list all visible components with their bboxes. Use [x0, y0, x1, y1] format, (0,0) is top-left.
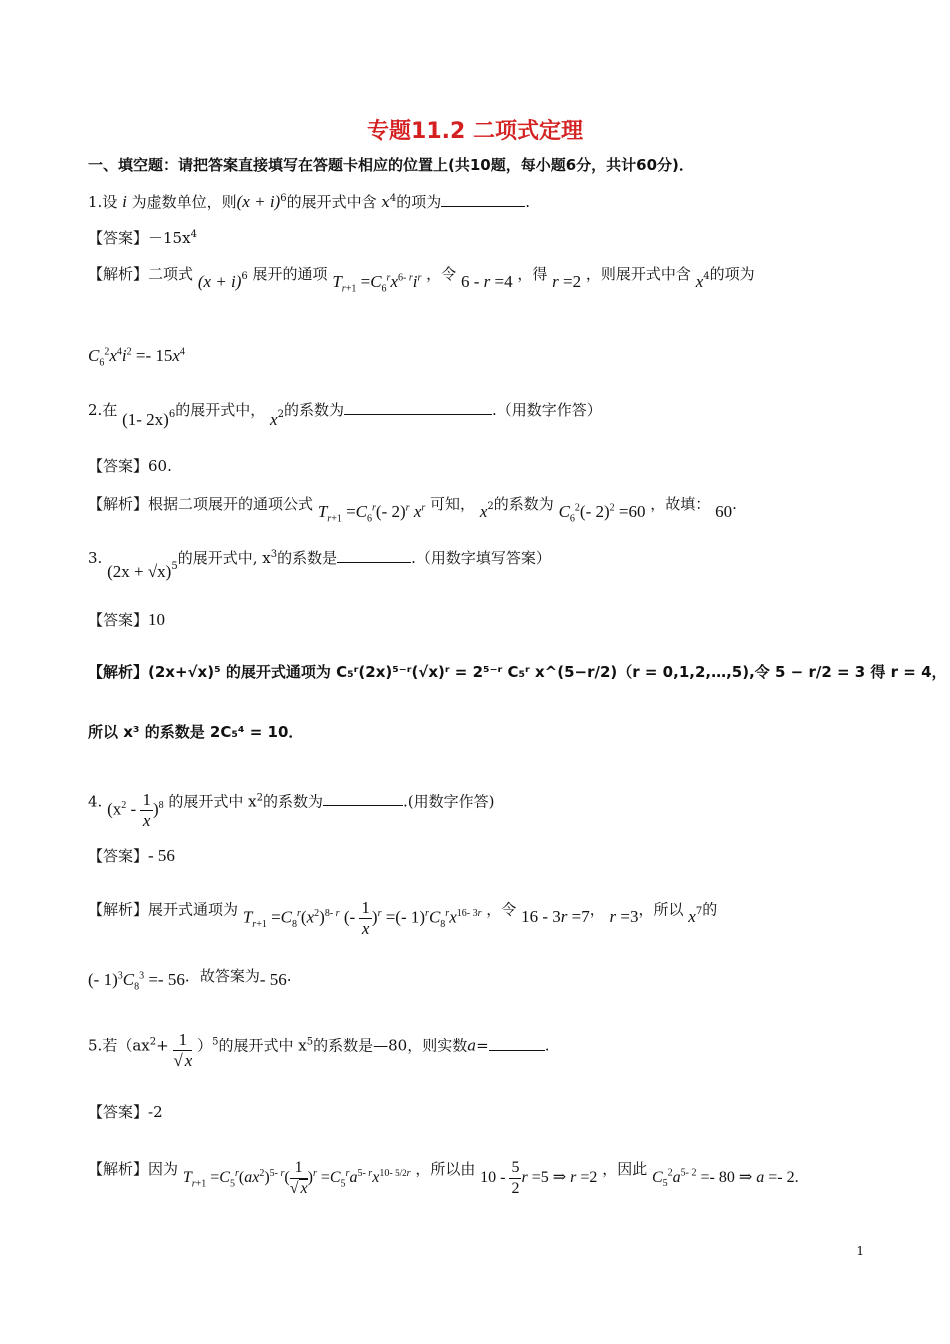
q1-x4: x	[381, 193, 390, 211]
q1-analysis-eq2: r =2	[552, 272, 582, 291]
q4-analysis-text-e: 的	[702, 900, 718, 919]
q1-analysis-text-b: 展开的通项	[252, 265, 328, 283]
q5-analysis-formula: $T_{r+1} =C_5^r(ax^2)^{5- r}$( $\frac{1}{√ x}$ )$^r =C_5^ra^{5- r}x^{10- 5/2r}$	[182, 1159, 411, 1197]
q4-analysis-formula: $T_{r+1} =C_8^r(x^2)^{8- r}$ (- $\frac{1}{x}$ )$^r$ =(- $1)^rC_8^rx^{16- 3r}$	[242, 898, 482, 938]
q1-answer-value: －15x	[148, 229, 191, 247]
q5-analysis-text-a: 因为	[148, 1160, 179, 1179]
q2-answer	[88, 456, 172, 476]
q5-var-a: a	[467, 1036, 477, 1055]
q4-analysis-eq1: 16 - 3r =7	[521, 907, 590, 927]
q5-analysis-text-c: ，因此	[602, 1160, 648, 1179]
question-4	[88, 782, 495, 830]
q4-analysis-x7: x	[688, 907, 696, 927]
analysis-label: 【解析】	[88, 265, 149, 283]
q5-close: ）	[197, 1036, 213, 1055]
q4-analysis-text-c: ，	[589, 900, 605, 919]
q1-analysis-text-f: 的项为	[709, 265, 755, 283]
q2-analysis-x2: x	[479, 502, 488, 521]
q3-x3-exp: 3	[270, 549, 278, 560]
q2-text-a: 在	[102, 401, 118, 419]
q3-text-a: 的展开式中, x	[177, 549, 271, 567]
answer-blank	[441, 192, 525, 207]
q1-analysis	[88, 264, 755, 295]
q2-analysis-formula: $T_{r+1} =C_6^r(-$ 2)$^r$ $x^r$	[317, 502, 426, 525]
q2-x2-exp: 2	[277, 409, 284, 420]
analysis-label: 【解析】	[88, 1160, 149, 1179]
q4-analysis-text-d: ，所以	[638, 900, 684, 919]
q4-number: 4.	[88, 792, 103, 811]
q5-eq: =	[476, 1036, 489, 1055]
q3-end: .（用数字填写答案）	[411, 549, 551, 567]
q2-analysis-text-b: 可知，	[430, 495, 476, 513]
q1-text-c: 的展开式中含	[286, 193, 377, 211]
question-3	[88, 548, 551, 581]
q4-analysis-result: (- $1)^3C_8^3 =- 56$	[88, 970, 185, 993]
page-number: 1	[856, 1244, 864, 1258]
answer-blank	[337, 548, 411, 563]
q4-expr-close: )	[152, 799, 159, 819]
q2-text-c: 的系数为	[283, 401, 344, 419]
q2-analysis-result: $C_6^2(-$ 2)$^2$ =60	[558, 502, 646, 525]
question-1	[88, 192, 530, 212]
q1-answer	[88, 228, 197, 248]
q1-end: .	[525, 193, 531, 211]
q5-text-a: 若（ax	[102, 1036, 150, 1055]
q1-var-i: i	[122, 192, 127, 211]
q4-frac-den: x	[142, 811, 151, 830]
answer-blank	[344, 400, 492, 415]
q1-analysis-text-d: ，得	[517, 265, 548, 283]
q4-expr-open: (x	[107, 799, 122, 819]
q1-number: 1.	[88, 193, 103, 211]
answer-label: 【答案】	[88, 1103, 149, 1121]
q5-answer	[88, 1102, 163, 1122]
q4-x2-exp: 2	[256, 792, 263, 804]
q3-text-b: 的系数是	[277, 549, 338, 567]
q4-answer	[88, 846, 175, 866]
q5-fraction: $\frac{1}{√ x}$	[173, 1030, 193, 1070]
q2-analysis-text-d: ，故填：	[650, 495, 711, 513]
answer-label: 【答案】	[88, 611, 149, 629]
q1-text-a: 设	[102, 193, 118, 211]
q4-analysis-x7-exp: 7	[695, 906, 703, 918]
q2-analysis-final: 60	[715, 502, 733, 521]
q5-x2-exp: 2	[149, 1036, 157, 1048]
analysis-label: 【解析】	[88, 663, 149, 681]
q1-analysis-x4-exp: 4	[703, 271, 710, 282]
q2-text-b: 的展开式中，	[175, 401, 266, 419]
q5-analysis	[88, 1150, 799, 1197]
q4-analysis-text-a: 展开式通项为	[148, 900, 239, 919]
question-5	[88, 1026, 550, 1070]
page-title: 专题11.2 二项式定理	[367, 119, 583, 144]
q1-expr: (x + i)	[236, 192, 281, 211]
q4-end: .(用数字作答)	[403, 792, 495, 811]
q1-text-b: 为虚数单位，则	[131, 193, 237, 211]
q1-analysis-text-e: ，则展开式中含	[585, 265, 691, 283]
q4-analysis-result-line	[88, 966, 292, 993]
answer-label: 【答案】	[88, 457, 149, 475]
q3-answer	[88, 610, 165, 630]
q4-frac-num: 1	[142, 790, 151, 809]
answer-label: 【答案】	[88, 847, 149, 865]
q4-fraction	[140, 790, 153, 831]
q1-analysis-exp: 6	[241, 271, 248, 282]
q2-answer-value: 60.	[148, 457, 172, 475]
q5-frac-num: 1	[173, 1030, 192, 1051]
q3-analysis-conclusion: 所以 x³ 的系数是 2C₅⁴ = 10．	[88, 723, 304, 741]
q5-number: 5.	[88, 1036, 103, 1055]
q4-analysis-end: .	[286, 967, 292, 985]
q5-analysis-eq1: 10 - $\frac{5}{2}$ r =5 ⇒ r =2	[480, 1159, 598, 1197]
q5-frac-den: x	[184, 1051, 193, 1070]
q4-analysis-eq2: r =3	[609, 907, 639, 927]
q2-analysis	[88, 494, 737, 525]
q2-x2: x	[270, 410, 278, 429]
q2-end: .（用数字作答）	[491, 401, 602, 419]
section-header: 一、填空题：请把答案直接填写在答题卡相应的位置上(共10题，每小题6分，共计60分)．	[88, 156, 694, 174]
q5-answer-value: -2	[148, 1103, 163, 1121]
q5-exp: 5	[212, 1036, 219, 1048]
answer-blank	[323, 791, 403, 806]
q4-expr-exp: 2	[121, 799, 127, 811]
answer-blank	[489, 1036, 545, 1051]
q4-exp: 8	[158, 799, 164, 811]
q2-analysis-x2-exp: 2	[487, 501, 494, 512]
q2-exp: 6	[168, 409, 176, 420]
q4-expr	[107, 790, 164, 831]
q5-text-b: 的展开式中 x	[218, 1036, 307, 1055]
q1-text-d: 的项为	[396, 193, 442, 211]
q5-analysis-text-b: ，所以由	[415, 1160, 476, 1179]
q4-text-a: 的展开式中 x	[168, 792, 257, 811]
q3-number: 3.	[88, 549, 103, 567]
q3-analysis-text: (2x+√x)⁵ 的展开式通项为 C₅ʳ(2x)⁵⁻ʳ(√x)ʳ = 2⁵⁻ʳ C₅ʳ x^(5−r/2)（r = 0,1,2,…,5),令 5 − r/2 = 3 得 r = 4，	[148, 663, 947, 681]
q1-analysis-result: $C_6^2x^4i^2 =- 15x^4$	[88, 346, 185, 369]
q1-answer-exp: 4	[190, 229, 197, 240]
q1-analysis-formula: $T_{r+1} =C_6^rx^{6- r}i^r$	[332, 272, 422, 295]
q5-end: .	[544, 1036, 550, 1055]
q5-analysis-result: $C_5^2a^{5- 2} =- 80$ ⇒ a =- 2.	[652, 1167, 799, 1190]
q4-analysis-final: - 56	[259, 970, 287, 989]
q5-text-c: 的系数是—80，则实数	[313, 1036, 468, 1055]
q1-analysis-expr: (x + i)	[197, 272, 242, 291]
q2-number: 2.	[88, 401, 103, 419]
q2-expr: (1- 2x)	[122, 410, 169, 429]
q1-analysis-text-c: ，令	[426, 265, 457, 283]
q4-answer-value: - 56	[148, 846, 175, 865]
q1-analysis-text-a: 二项式	[148, 265, 194, 283]
q4-expr-minus: -	[130, 799, 137, 819]
analysis-label: 【解析】	[88, 495, 149, 513]
q3-expr: (2x + √x)	[107, 562, 172, 581]
q1-x4-exp: 4	[389, 193, 397, 204]
q2-analysis-end: .	[732, 495, 737, 513]
q2-analysis-text-a: 根据二项展开的通项公式	[148, 495, 314, 513]
question-2	[88, 400, 602, 429]
q4-analysis	[88, 890, 718, 938]
q3-exp: 5	[171, 561, 178, 572]
analysis-label: 【解析】	[88, 900, 149, 919]
q1-analysis-x4: x	[695, 272, 704, 291]
q2-analysis-text-c: 的系数为	[493, 495, 554, 513]
q3-answer-value: 10	[148, 610, 166, 629]
answer-label: 【答案】	[88, 229, 149, 247]
q1-analysis-eq1: 6 - r =4	[460, 272, 513, 291]
q4-analysis-text-b: ，令	[486, 900, 517, 919]
q4-analysis-text-f: ．故答案为	[184, 967, 260, 985]
q5-x5-exp: 5	[306, 1036, 314, 1048]
q5-plus: +	[156, 1036, 169, 1055]
q4-text-b: 的系数为	[263, 792, 324, 811]
q3-analysis	[88, 662, 947, 682]
q1-exp: 6	[280, 193, 287, 204]
